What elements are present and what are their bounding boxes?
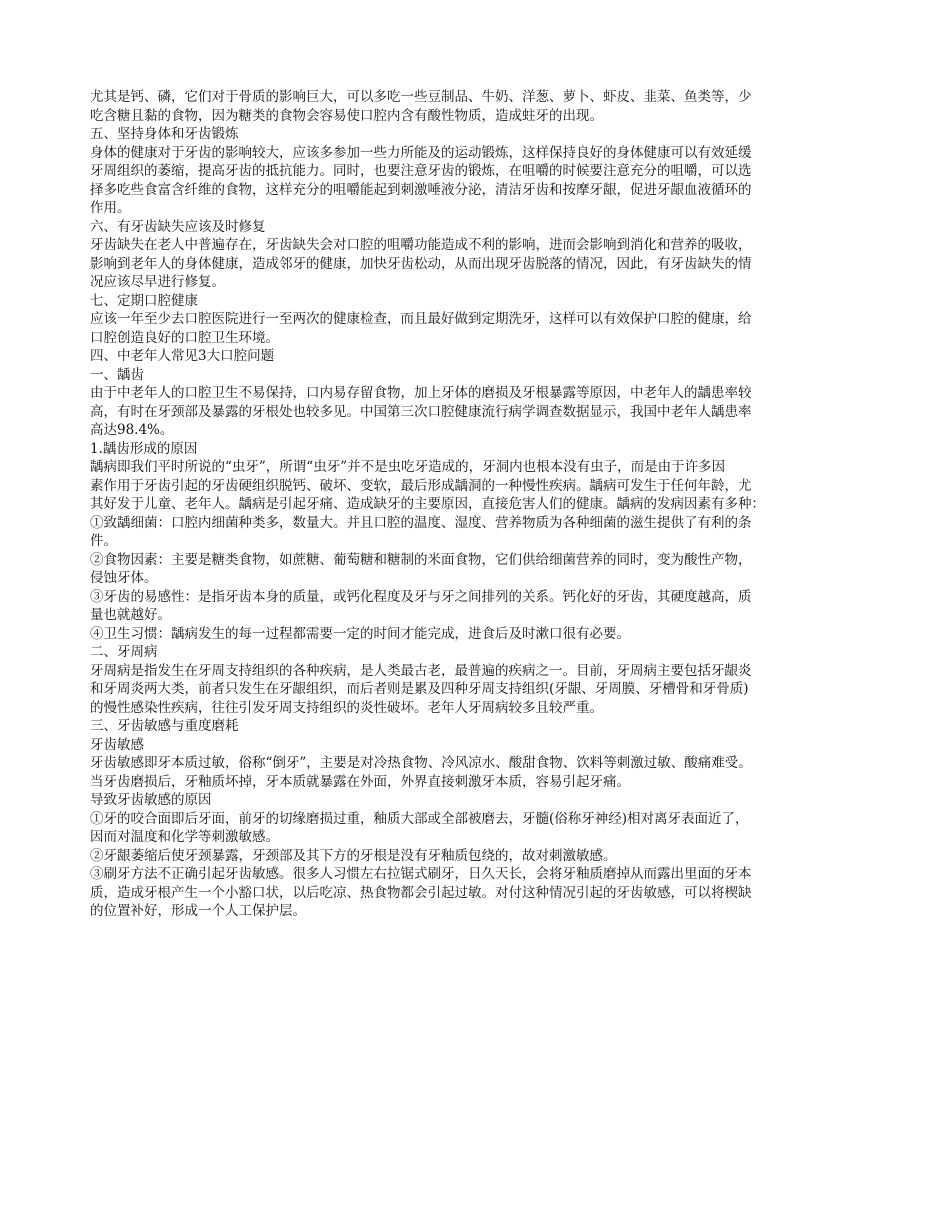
text-line: 的位置补好，形成一个人工保护层。 — [90, 903, 306, 919]
section-heading: 三、牙齿敏感与重度磨耗 — [90, 718, 239, 734]
list-item: ④卫生习惯：龋病发生的每一过程都需要一定的时间才能完成，进食后及时漱口很有必要。 — [90, 625, 630, 642]
section-heading: 一、龋齿 — [90, 366, 144, 383]
text-line: 和牙周炎两大类，前者只发生在牙龈组织，而后者则是累及四种牙周支持组织(牙龈、牙周膜、牙槽骨和牙骨质) — [90, 681, 749, 697]
text-line: 量也就越好。 — [90, 607, 171, 623]
list-item: ③刷牙方法不正确引起牙齿敏感。很多人习惯左右拉锯式刷牙，日久天长，会将牙釉质磨掉从而露出里面的牙本 — [90, 866, 752, 882]
text-line: 由于中老年人的口腔卫生不易保持，口内易存留食物，加上牙体的磨损及牙根暴露等原因，中老年人的龋患率较 — [90, 385, 752, 401]
text-line: 牙周组织的萎缩，提高牙齿的抵抗能力。同时，也要注意牙齿的锻炼，在咀嚼的时候要注意充分的咀嚼，可以选 — [90, 163, 752, 179]
list-item: ③牙齿的易感性：是指牙齿本身的质量，或钙化程度及牙与牙之间排列的关系。钙化好的牙齿，其硬度越高，质 — [90, 588, 752, 605]
section-heading: 导致牙齿敏感的原因 — [90, 792, 212, 808]
text-line: 择多吃些食富含纤维的食物，这样充分的咀嚼能起到刺激唾液分泌，清洁牙齿和按摩牙龈，促进牙龈血液循环的 — [90, 181, 752, 198]
text-line: 侵蚀牙体。 — [90, 570, 158, 586]
text-line: 牙齿缺失在老人中普遍存在，牙齿缺失会对口腔的咀嚼功能造成不利的影响，进而会影响到消化和营养的吸收， — [90, 237, 752, 253]
section-heading: 二、牙周病 — [90, 644, 158, 660]
text-line: 牙齿敏感即牙本质过敏，俗称“倒牙”，主要是对冷热食物、冷风凉水、酸甜食物、饮料等刺激过敏、酸痛难受。 — [90, 755, 752, 771]
text-line: 尤其是钙、磷，它们对于骨质的影响巨大，可以多吃一些豆制品、牛奶、洋葱、萝卜、虾皮、韭菜、鱼类等，少 — [90, 89, 752, 105]
text-line: 高，有时在牙颈部及暴露的牙根处也较多见。中国第三次口腔健康流行病学调查数据显示，我国中老年人龋患率 — [90, 403, 752, 420]
text-line: 吃含糖且黏的食物，因为糖类的食物会容易使口腔内含有酸性物质，造成蛀牙的出现。 — [90, 107, 603, 124]
text-line: 影响到老年人的身体健康，造成邻牙的健康，加快牙齿松动，从而出现牙齿脱落的情况，因此，有牙齿缺失的情 — [90, 255, 752, 272]
text-line: 件。 — [90, 533, 117, 549]
text-line: 的慢性感染性疾病，往往引发牙周支持组织的炎性破坏。老年人牙周病较多且较严重。 — [90, 699, 603, 716]
text-line: 况应该尽早进行修复。 — [90, 274, 225, 290]
section-heading: 四、中老年人常见3大口腔问题 — [90, 348, 275, 364]
section-heading: 牙齿敏感 — [90, 736, 144, 753]
text-line: 当牙齿磨损后，牙釉质坏掉，牙本质就暴露在外面，外界直接刺激牙本质，容易引起牙痛。 — [90, 773, 630, 790]
list-item: ①致龋细菌：口腔内细菌种类多，数量大。并且口腔的温度、湿度、营养物质为各种细菌的滋生提供了有利的条 — [90, 514, 752, 531]
section-heading: 五、坚持身体和牙齿锻炼 — [90, 126, 239, 142]
text-line: 龋病即我们平时所说的“虫牙”，所谓“虫牙”并不是虫吃牙造成的，牙洞内也根本没有虫子，而是由于许多因 — [90, 459, 726, 475]
list-item: ②食物因素：主要是糖类食物，如蔗糖、葡萄糖和糖制的米面食物，它们供给细菌营养的同时，变为酸性产物， — [90, 551, 752, 568]
list-item: ②牙龈萎缩后使牙颈暴露，牙颈部及其下方的牙根是没有牙釉质包绕的，故对刺激敏感。 — [90, 847, 617, 864]
text-line: 素作用于牙齿引起的牙齿硬组织脱钙、破坏、变软，最后形成龋洞的一种慢性疾病。龋病可发生于任何年龄，尤 — [90, 477, 752, 494]
text-line: 其好发于儿童、老年人。龋病是引起牙痛、造成缺牙的主要原因，直接危害人们的健康。龋病的发病因素有多种： — [90, 496, 765, 512]
text-line: 因而对温度和化学等刺激敏感。 — [90, 829, 279, 845]
text-line: 口腔创造良好的口腔卫生环境。 — [90, 329, 279, 346]
text-line: 牙周病是指发生在牙周支持组织的各种疾病，是人类最古老，最普遍的疾病之一。目前，牙周病主要包括牙龈炎 — [90, 662, 752, 679]
text-line: 身体的健康对于牙齿的影响较大，应该多参加一些力所能及的运动锻炼，这样保持良好的身体健康可以有效延缓 — [90, 144, 752, 161]
text-line: 应该一年至少去口腔医院进行一至两次的健康检查，而且最好做到定期洗牙，这样可以有效保护口腔的健康，给 — [90, 311, 752, 327]
list-item: ①牙的咬合面即后牙面，前牙的切缘磨损过重，釉质大部或全部被磨去，牙髓(俗称牙神经)相对离牙表面近了， — [90, 810, 749, 827]
section-heading: 1.龋齿形成的原因 — [90, 440, 198, 457]
section-heading: 六、有牙齿缺失应该及时修复 — [90, 218, 266, 235]
text-line: 高达98.4%。 — [90, 422, 174, 438]
text-line: 作用。 — [90, 200, 131, 216]
section-heading: 七、定期口腔健康 — [90, 292, 198, 309]
text-line: 质，造成牙根产生一个小豁口状，以后吃凉、热食物都会引起过敏。对付这种情况引起的牙齿敏感，可以将楔缺 — [90, 884, 752, 901]
